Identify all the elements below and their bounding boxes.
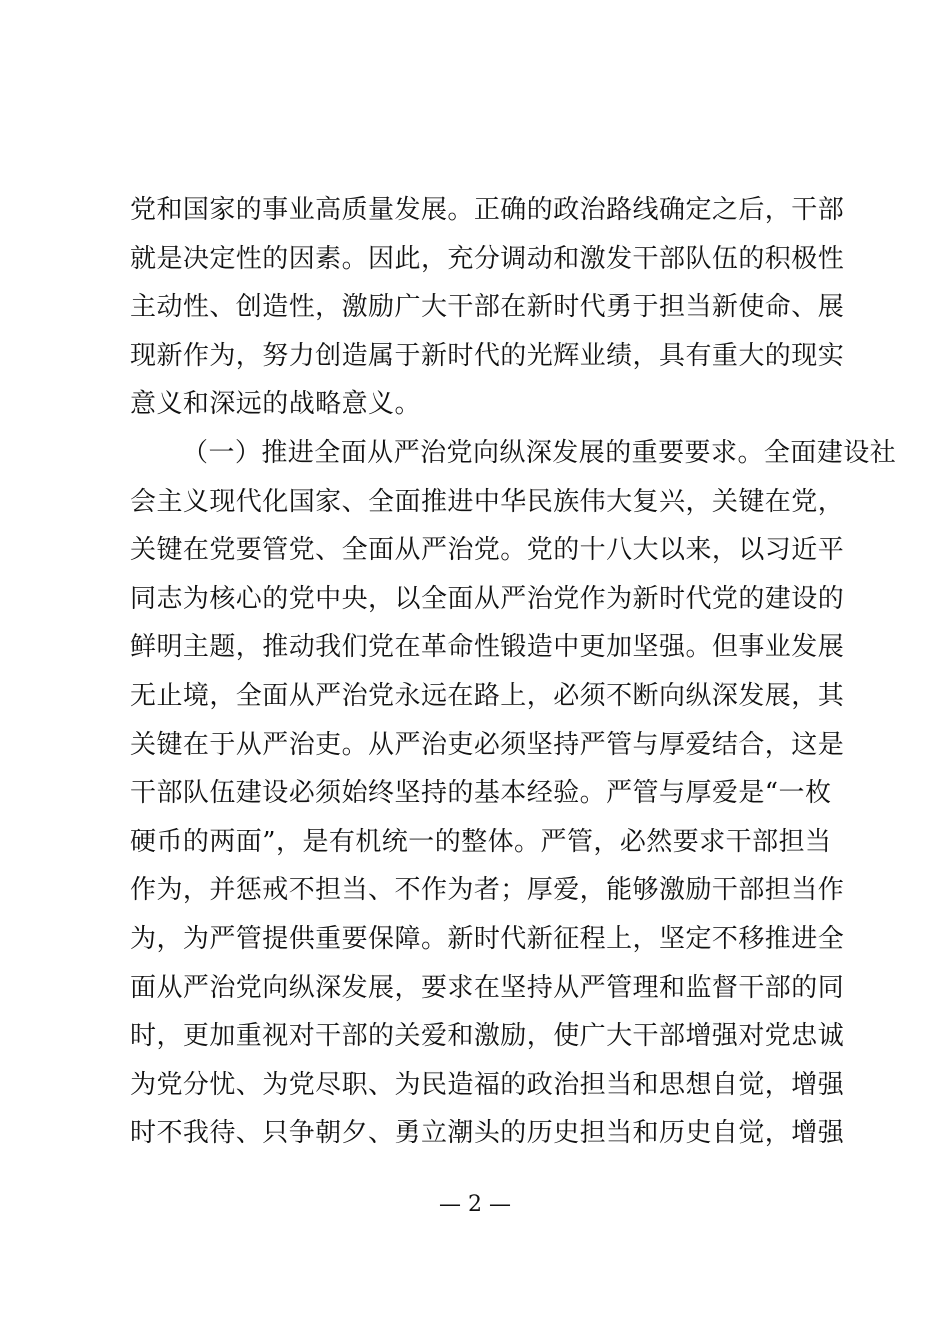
- text-line: 会主义现代化国家、全面推进中华民族伟大复兴，关键在党，: [130, 486, 845, 517]
- text-line: 作为，并惩戒不担当、不作为者；厚爱，能够激励干部担当作: [130, 875, 845, 906]
- text-line: 就是决定性的因素。因此，充分调动和激发干部队伍的积极性: [130, 243, 845, 274]
- text-line: 现新作为，努力创造属于新时代的光辉业绩，具有重大的现实: [130, 340, 845, 371]
- text-line: 面从严治党向纵深发展，要求在坚持从严管理和监督干部的同: [130, 972, 845, 1003]
- section-heading-line: （一）推进全面从严治党向纵深发展的重要要求。全面建设社: [182, 437, 897, 468]
- text-line: 干部队伍建设必须始终坚持的基本经验。严管与厚爱是“一枚: [130, 778, 832, 809]
- text-line: 党和国家的事业高质量发展。正确的政治路线确定之后，干部: [130, 195, 845, 225]
- text-line: 关键在党要管党、全面从严治党。党的十八大以来，以习近平: [130, 535, 845, 566]
- text-line: 时不我待、只争朝夕、勇立潮头的历史担当和历史自觉，增强: [130, 1118, 845, 1149]
- text-line: 时，更加重视对干部的关爱和激励，使广大干部增强对党忠诚: [130, 1021, 845, 1052]
- page-number: — 2 —: [439, 1192, 511, 1217]
- text-line: 鲜明主题，推动我们党在革命性锻造中更加坚强。但事业发展: [130, 632, 845, 663]
- text-line: 为党分忧、为党尽职、为民造福的政治担当和思想自觉，增强: [130, 1069, 845, 1100]
- text-line: 无止境，全面从严治党永远在路上，必须不断向纵深发展，其: [130, 680, 845, 711]
- text-line: 意义和深远的战略意义。: [130, 389, 421, 420]
- text-line: 硬币的两面”，是有机统一的整体。严管，必然要求干部担当: [130, 826, 832, 857]
- text-line: 关键在于从严治吏。从严治吏必须坚持严管与厚爱结合，这是: [130, 729, 845, 760]
- document-body: [130, 186, 897, 1158]
- text-line: 为，为严管提供重要保障。新时代新征程上，坚定不移推进全: [130, 923, 845, 954]
- text-line: 主动性、创造性，激励广大干部在新时代勇于担当新使命、展: [130, 292, 845, 323]
- text-line: 同志为核心的党中央，以全面从严治党作为新时代党的建设的: [130, 583, 845, 614]
